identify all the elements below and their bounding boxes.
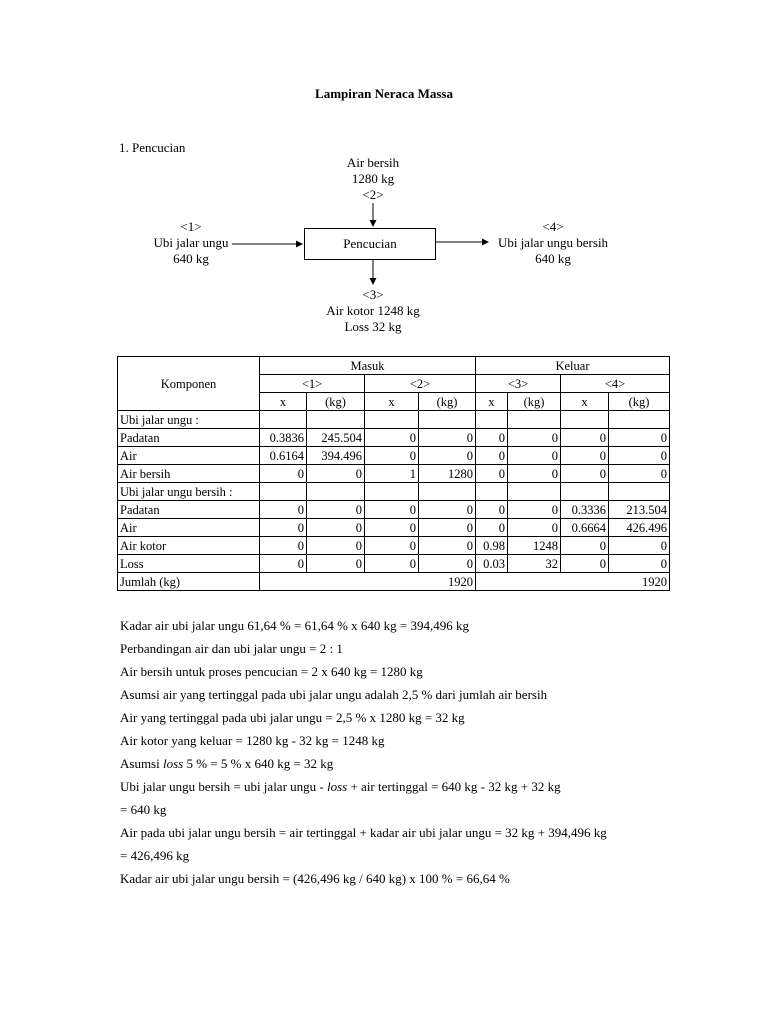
table-cell: 245.504 <box>307 429 365 447</box>
table-cell: 0 <box>365 537 419 555</box>
table-cell: 1 <box>365 465 419 483</box>
note-line: Air kotor yang keluar = 1280 kg - 32 kg = 1248 kg <box>120 733 385 748</box>
stream-header: <1> <box>260 375 365 393</box>
table-cell: 0 <box>476 501 508 519</box>
unit-header: (kg) <box>307 393 365 411</box>
row-label: Air kotor <box>118 537 260 555</box>
note-line: Air bersih untuk proses pencucian = 2 x 640 kg = 1280 kg <box>120 664 423 679</box>
table-cell: 0 <box>260 501 307 519</box>
note-text: 5 % = 5 % x 640 kg = 32 kg <box>183 756 334 771</box>
note-line: = 426,496 kg <box>120 848 190 863</box>
note-line: Kadar air ubi jalar ungu bersih = (426,496 kg / 640 kg) x 100 % = 66,64 % <box>120 871 510 886</box>
row-label: Padatan <box>118 429 260 447</box>
table-row <box>118 519 670 537</box>
table-cell: 0 <box>419 501 476 519</box>
section-heading: 1. Pencucian <box>119 140 186 155</box>
table-cell: 0 <box>561 429 609 447</box>
komponen-header: Komponen <box>118 357 260 411</box>
masuk-header: Masuk <box>260 357 476 375</box>
table-cell: 0 <box>260 555 307 573</box>
table-cell: 394.496 <box>307 447 365 465</box>
note-italic-loss: loss <box>326 779 348 794</box>
table-cell: 0 <box>419 429 476 447</box>
stream-1-id: <1> <box>180 219 202 234</box>
stream-4-mass: 640 kg <box>535 251 571 266</box>
stream-header: <3> <box>476 375 561 393</box>
table-cell: 0 <box>476 447 508 465</box>
table-cell: 0 <box>365 519 419 537</box>
note-line <box>120 752 607 775</box>
table-cell: 426.496 <box>609 519 670 537</box>
table-cell: 0 <box>307 465 365 483</box>
row-label: Air <box>118 447 260 465</box>
table-cell: 0 <box>260 465 307 483</box>
table-cell: 0.6164 <box>260 447 307 465</box>
table-cell: 0 <box>508 519 561 537</box>
unit-header: x <box>260 393 307 411</box>
table-cell: 0 <box>365 555 419 573</box>
table-cell: 0 <box>419 555 476 573</box>
unit-header: (kg) <box>508 393 561 411</box>
stream-header: <2> <box>365 375 476 393</box>
note-line <box>120 775 607 798</box>
unit-header: (kg) <box>419 393 476 411</box>
table-cell: 0 <box>609 537 670 555</box>
stream-header: <4> <box>561 375 670 393</box>
table-header-row <box>118 357 670 375</box>
table-cell: 0 <box>561 465 609 483</box>
table-cell: 0.6664 <box>561 519 609 537</box>
stream-3-mass: Air kotor 1248 kg <box>326 303 420 318</box>
unit-header: x <box>561 393 609 411</box>
stream-2-name: Air bersih <box>346 155 400 170</box>
table-cell: 0 <box>365 429 419 447</box>
total-keluar: 1920 <box>476 573 670 591</box>
table-cell: 0 <box>476 519 508 537</box>
table-cell: 213.504 <box>609 501 670 519</box>
note-italic-loss: loss <box>162 756 184 771</box>
table-cell: 0 <box>561 447 609 465</box>
calculation-notes <box>120 614 607 890</box>
stream-1-name: Ubi jalar ungu <box>153 235 229 250</box>
table-cell: 1280 <box>419 465 476 483</box>
table-row <box>118 537 670 555</box>
total-masuk: 1920 <box>260 573 476 591</box>
stream-3-loss: Loss 32 kg <box>344 319 402 334</box>
stream-1-label <box>131 219 251 267</box>
table-cell: 0 <box>365 447 419 465</box>
row-label: Air bersih <box>118 465 260 483</box>
note-line: Kadar air ubi jalar ungu 61,64 % = 61,64 % x 640 kg = 394,496 kg <box>120 618 469 633</box>
table-row <box>118 501 670 519</box>
table-row <box>118 429 670 447</box>
table-cell: 0 <box>609 465 670 483</box>
table-cell: 0 <box>419 447 476 465</box>
table-cell: 0 <box>609 555 670 573</box>
table-cell: 0 <box>419 519 476 537</box>
table-cell: 0 <box>307 501 365 519</box>
stream-2-mass: 1280 kg <box>351 171 395 186</box>
group-row <box>118 483 670 501</box>
stream-1-mass: 640 kg <box>173 251 209 266</box>
note-text: + air tertinggal = 640 kg - 32 kg + 32 kg <box>347 779 561 794</box>
unit-header: (kg) <box>609 393 670 411</box>
table-cell: 0 <box>307 555 365 573</box>
total-label: Jumlah (kg) <box>118 573 260 591</box>
table-cell: 0 <box>307 537 365 555</box>
note-text: Asumsi <box>120 756 163 771</box>
note-line: Perbandingan air dan ubi jalar ungu = 2 : 1 <box>120 641 343 656</box>
table-cell: 0 <box>508 429 561 447</box>
table-cell: 0 <box>508 447 561 465</box>
stream-4-label <box>481 219 625 267</box>
total-row <box>118 573 670 591</box>
table-row <box>118 465 670 483</box>
table-cell: 0 <box>561 537 609 555</box>
keluar-header: Keluar <box>476 357 670 375</box>
table-cell: 0 <box>609 447 670 465</box>
row-label: Air <box>118 519 260 537</box>
table-cell: 0 <box>419 537 476 555</box>
stream-3-id: <3> <box>362 287 384 302</box>
row-label: Loss <box>118 555 260 573</box>
table-cell: 0.03 <box>476 555 508 573</box>
table-row <box>118 447 670 465</box>
page-title: Lampiran Neraca Massa <box>315 86 453 101</box>
table-cell: 0 <box>260 537 307 555</box>
process-box: Pencucian <box>304 228 436 260</box>
note-line: Air pada ubi jalar ungu bersih = air tertinggal + kadar air ubi jalar ungu = 32 kg + 394,496 kg <box>120 825 607 840</box>
table-cell: 0 <box>508 465 561 483</box>
stream-3-label <box>303 287 443 335</box>
note-line: = 640 kg <box>120 802 167 817</box>
table-cell: 0 <box>307 519 365 537</box>
unit-header: x <box>476 393 508 411</box>
table-cell: 0 <box>561 555 609 573</box>
table-cell: 0.3836 <box>260 429 307 447</box>
stream-4-id: <4> <box>542 219 564 234</box>
stream-4-name: Ubi jalar ungu bersih <box>497 235 609 250</box>
table-cell: 0 <box>365 501 419 519</box>
group-label: Ubi jalar ungu : <box>118 411 260 429</box>
table-cell: 0 <box>508 501 561 519</box>
table-cell: 0 <box>260 519 307 537</box>
table-cell: 0.98 <box>476 537 508 555</box>
unit-header: x <box>365 393 419 411</box>
table-cell: 0 <box>476 465 508 483</box>
mass-balance-table <box>117 356 670 591</box>
note-line: Asumsi air yang tertinggal pada ubi jalar ungu adalah 2,5 % dari jumlah air bersih <box>120 687 548 702</box>
group-label: Ubi jalar ungu bersih : <box>118 483 260 501</box>
table-cell: 0.3336 <box>561 501 609 519</box>
group-row <box>118 411 670 429</box>
note-line: Air yang tertinggal pada ubi jalar ungu = 2,5 % x 1280 kg = 32 kg <box>120 710 465 725</box>
table-cell: 0 <box>609 429 670 447</box>
row-label: Padatan <box>118 501 260 519</box>
table-cell: 1248 <box>508 537 561 555</box>
stream-2-id: <2> <box>362 187 384 202</box>
note-text: Ubi jalar ungu bersih = ubi jalar ungu - <box>120 779 327 794</box>
stream-2-label <box>313 155 433 203</box>
table-row <box>118 555 670 573</box>
table-cell: 32 <box>508 555 561 573</box>
table-cell: 0 <box>476 429 508 447</box>
